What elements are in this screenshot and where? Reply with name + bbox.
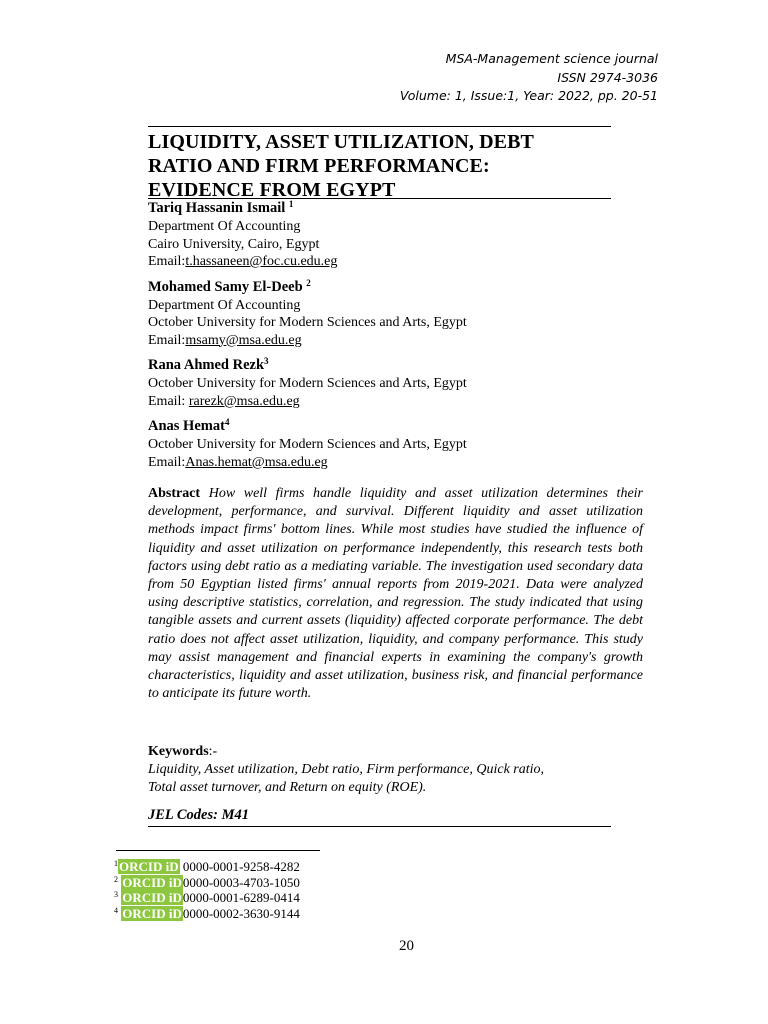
author-block-2 [148, 278, 618, 350]
keywords-separator: :- [208, 744, 218, 759]
footnote-item [114, 859, 300, 875]
abstract [148, 485, 643, 703]
author-email-link[interactable]: t.hassaneen@foc.cu.edu.eg [185, 254, 338, 269]
footnote-item [114, 906, 300, 922]
author-affiliation: October University for Modern Sciences and Arts, Egypt [148, 315, 467, 330]
author-name: Mohamed Samy El-Deeb $^2$ [148, 277, 311, 295]
email-label: Email: [148, 254, 186, 269]
orcid-badge[interactable]: ORCID iD [122, 874, 182, 890]
journal-issn: ISSN 2974-3036 [557, 69, 658, 85]
author-email-line [148, 454, 618, 472]
keywords-section [148, 743, 628, 797]
author-superscript: 1 [288, 199, 294, 209]
author-email-link[interactable]: msamy@msa.edu.eg [185, 332, 302, 348]
abstract-label: Abstract [148, 486, 201, 501]
journal-volume-info: Volume: 1, Issue:1, Year: 2022, pp. 20-51 [399, 88, 658, 103]
author-affiliation: October University for Modern Sciences and Arts, Egypt [148, 376, 467, 391]
author-affiliation: Department Of Accounting [148, 297, 301, 313]
orcid-id: 0000-0001-9258-4282 [179, 859, 300, 874]
email-label: Email: [148, 393, 189, 409]
author-block-4 [148, 417, 618, 471]
author-name: Rana Ahmed Rezk$^3$ [148, 356, 269, 373]
author-email-line [148, 393, 618, 411]
author-email-line [148, 253, 618, 271]
keywords-label: Keywords [148, 744, 209, 759]
author-email-link[interactable]: rarezk@msa.edu.eg [188, 393, 300, 409]
footnote-item [114, 875, 300, 891]
footnote-number: 3 [114, 890, 118, 900]
author-email-link[interactable]: Anas.hemat@msa.edu.eg [185, 454, 328, 470]
orcid-badge[interactable]: ORCID iD [122, 890, 182, 906]
journal-header [400, 50, 658, 106]
orcid-badge[interactable]: ORCID iD [119, 859, 179, 874]
email-label: Email: [148, 332, 186, 348]
paper-title [148, 130, 618, 202]
keywords-line-1: Liquidity, Asset utilization, Debt ratio, Firm performance, Quick ratio, [148, 762, 545, 777]
title-top-rule [148, 126, 611, 127]
footnote-number: 4 [114, 905, 118, 915]
author-email-line [148, 332, 618, 350]
jel-codes: JEL Codes: M41 [148, 807, 249, 823]
keywords-line-2: Total asset turnover, and Return on equity (ROE). [148, 780, 427, 795]
author-block-1 [148, 199, 618, 271]
orcid-badge[interactable]: ORCID iD [122, 905, 182, 921]
author-superscript: 4 [224, 417, 230, 427]
orcid-id: 0000-0003-4703-1050 [182, 874, 300, 890]
title-line-1: LIQUIDITY, ASSET UTILIZATION, DEBT [148, 131, 534, 153]
author-superscript: 2 [306, 277, 311, 288]
author-affiliation: Department Of Accounting [148, 219, 301, 234]
orcid-id: 0000-0002-3630-9144 [182, 905, 300, 921]
page-number: 20 [399, 938, 414, 954]
footnote-rule [116, 850, 320, 851]
author-superscript: 3 [264, 356, 269, 366]
footnote-item [114, 890, 300, 906]
author-block-3 [148, 356, 618, 410]
footnote-number: 1 [114, 859, 118, 868]
footnote-number: 2 [114, 874, 118, 884]
author-name: Tariq Hassanin Ismail $^1$ [148, 199, 294, 216]
journal-name: MSA-Management science journal [445, 51, 658, 66]
orcid-id: 0000-0001-6289-0414 [182, 890, 300, 906]
abstract-text: How well firms handle liquidity and asset utilization determines their development, performance, and survival. Different liquidity and asset utilization methods impact firms' bottom lines. While most studies have studied the influence of liquidity and asset utilization on performance independently, this research tests both factors using debt ratio as a mediating variable. The investigation used secondary data from 50 Egyptian listed firms' annual reports from 2019-2021. Data were analyzed using descriptive statistics, correlation, and regression. The study indicated that using tangible assets and current assets (liquidity) affected corporate performance. The debt ratio does not affect asset utilization, liquidity, and company performance. This study may assist management and financial experts in examining the company's growth characteristics, liquidity and asset utilization, business risk, and financial performance to anticipate its future worth. [148, 486, 643, 702]
email-label: Email: [148, 454, 186, 470]
title-line-3: EVIDENCE FROM EGYPT [148, 179, 396, 201]
author-affiliation: October University for Modern Sciences and Arts, Egypt [148, 437, 467, 452]
keywords-heading [148, 743, 628, 761]
author-list [148, 199, 618, 471]
author-name: Anas Hemat$^4$ [148, 417, 230, 434]
title-line-2: RATIO AND FIRM PERFORMANCE: [148, 155, 490, 177]
footnotes [114, 859, 300, 921]
jel-bottom-rule [148, 826, 611, 827]
author-affiliation: Cairo University, Cairo, Egypt [148, 236, 320, 252]
